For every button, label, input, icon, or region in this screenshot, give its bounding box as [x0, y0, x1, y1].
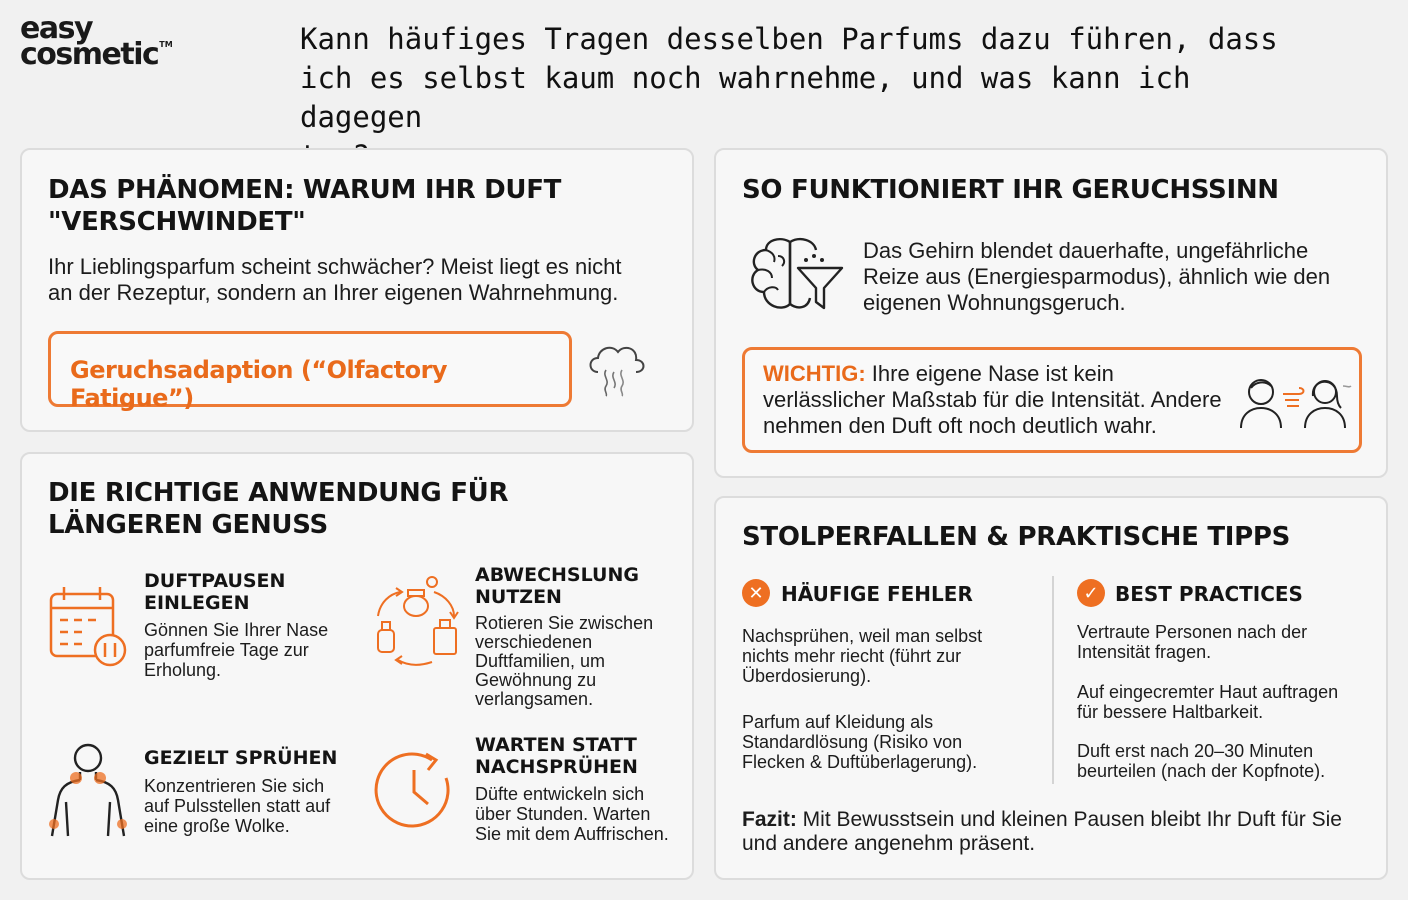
important-text: WICHTIG: Ihre eigene Nase ist kein verlässlicher Maßstab für die Intensität. Andere nehmen den Duft oft noch deutlich wahr. [763, 361, 1222, 438]
best-practice-item: Vertraute Personen nach der Intensität fragen. [1077, 622, 1308, 662]
item-text-abwechslung: Rotieren Sie zwischen verschiedenen Duftfamilien, um Gewöhnung zu verlangsamen. [475, 613, 654, 709]
people-smelling-icon [1237, 372, 1355, 432]
mistakes-label: HÄUFIGE FEHLER [781, 582, 973, 606]
tips-card [714, 496, 1388, 880]
calendar-pause-icon [48, 584, 130, 668]
usage-card [20, 452, 694, 880]
x-circle-icon: ✕ [742, 579, 770, 607]
mistake-item: Parfum auf Kleidung als Standardlösung (Risiko von Flecken & Duftüberlagerung). [742, 712, 978, 772]
column-divider [1052, 576, 1054, 784]
page-title-line: ich es selbst kaum noch wahrnehme, und was kann ich dagegen [300, 61, 1191, 134]
usage-title: DIE RICHTIGE ANWENDUNG FÜR LÄNGEREN GENUSS [48, 478, 509, 540]
brain-filter-icon [744, 234, 848, 318]
sense-text: Das Gehirn blendet dauerhafte, ungefährliche Reize aus (Energiesparmodus), ähnlich wie den eigenen Wohnungsgeruch. [863, 238, 1331, 315]
brand-line2: cosmetic™ [20, 36, 173, 72]
page-title-line: Kann häufiges Tragen desselben Parfums dazu führen, dass [300, 22, 1278, 56]
tips-title: STOLPERFALLEN & PRAKTISCHE TIPPS [742, 522, 1291, 552]
important-label: WICHTIG: [763, 361, 866, 386]
phenomenon-text: Ihr Lieblingsparfum scheint schwächer? Meist liegt es nicht an der Rezeptur, sondern an Ihrer eigenen Wahrnehmung. [48, 254, 622, 305]
best-practice-item: Auf eingecremter Haut auftragen für bessere Haltbarkeit. [1077, 682, 1339, 722]
brand-line1: easy [20, 11, 93, 46]
item-title-abwechslung: ABWECHSLUNG NUTZEN [475, 564, 639, 608]
sense-card [714, 148, 1388, 478]
fading-cloud-icon [584, 336, 650, 402]
item-title-warten: WARTEN STATT NACHSPRÜHEN [475, 734, 638, 778]
brand-logo [20, 11, 173, 72]
sense-title: SO FUNKTIONIERT IHR GERUCHSSINN [742, 175, 1279, 205]
conclusion: Fazit: Mit Bewusstsein und kleinen Pausen bleibt Ihr Duft für Sie und andere angenehm präsent. [742, 808, 1342, 855]
item-text-duftpausen: Gönnen Sie Ihrer Nase parfumfreie Tage zur Erholung. [144, 620, 329, 680]
perfume-rotation-icon [372, 572, 464, 670]
best-practices-label: BEST PRACTICES [1115, 582, 1303, 606]
item-text-gezielt: Konzentrieren Sie sich auf Pulsstellen statt auf eine große Wolke. [144, 776, 331, 836]
best-practice-item: Duft erst nach 20–30 Minuten beurteilen (nach der Kopfnote). [1077, 741, 1326, 781]
check-circle-icon: ✓ [1077, 579, 1105, 607]
phenomenon-card [20, 148, 694, 432]
important-notice [742, 347, 1362, 453]
item-title-gezielt: GEZIELT SPRÜHEN [144, 747, 338, 769]
item-title-duftpausen: DUFTPAUSEN EINLEGEN [144, 570, 286, 614]
highlight-label: Geruchsadaption (“Olfactory Fatigue”) [70, 356, 448, 412]
clock-icon [374, 748, 458, 832]
olfactory-fatigue-highlight [48, 331, 572, 412]
conclusion-label: Fazit: [742, 808, 797, 831]
phenomenon-title: DAS PHÄNOMEN: WARUM IHR DUFT "VERSCHWINDET" [48, 175, 562, 237]
pulse-points-icon [48, 742, 128, 840]
mistake-item: Nachsprühen, weil man selbst nichts mehr riecht (führt zur Überdosierung). [742, 626, 983, 686]
item-text-warten: Düfte entwickeln sich über Stunden. Warten Sie mit dem Auffrischen. [475, 784, 669, 844]
